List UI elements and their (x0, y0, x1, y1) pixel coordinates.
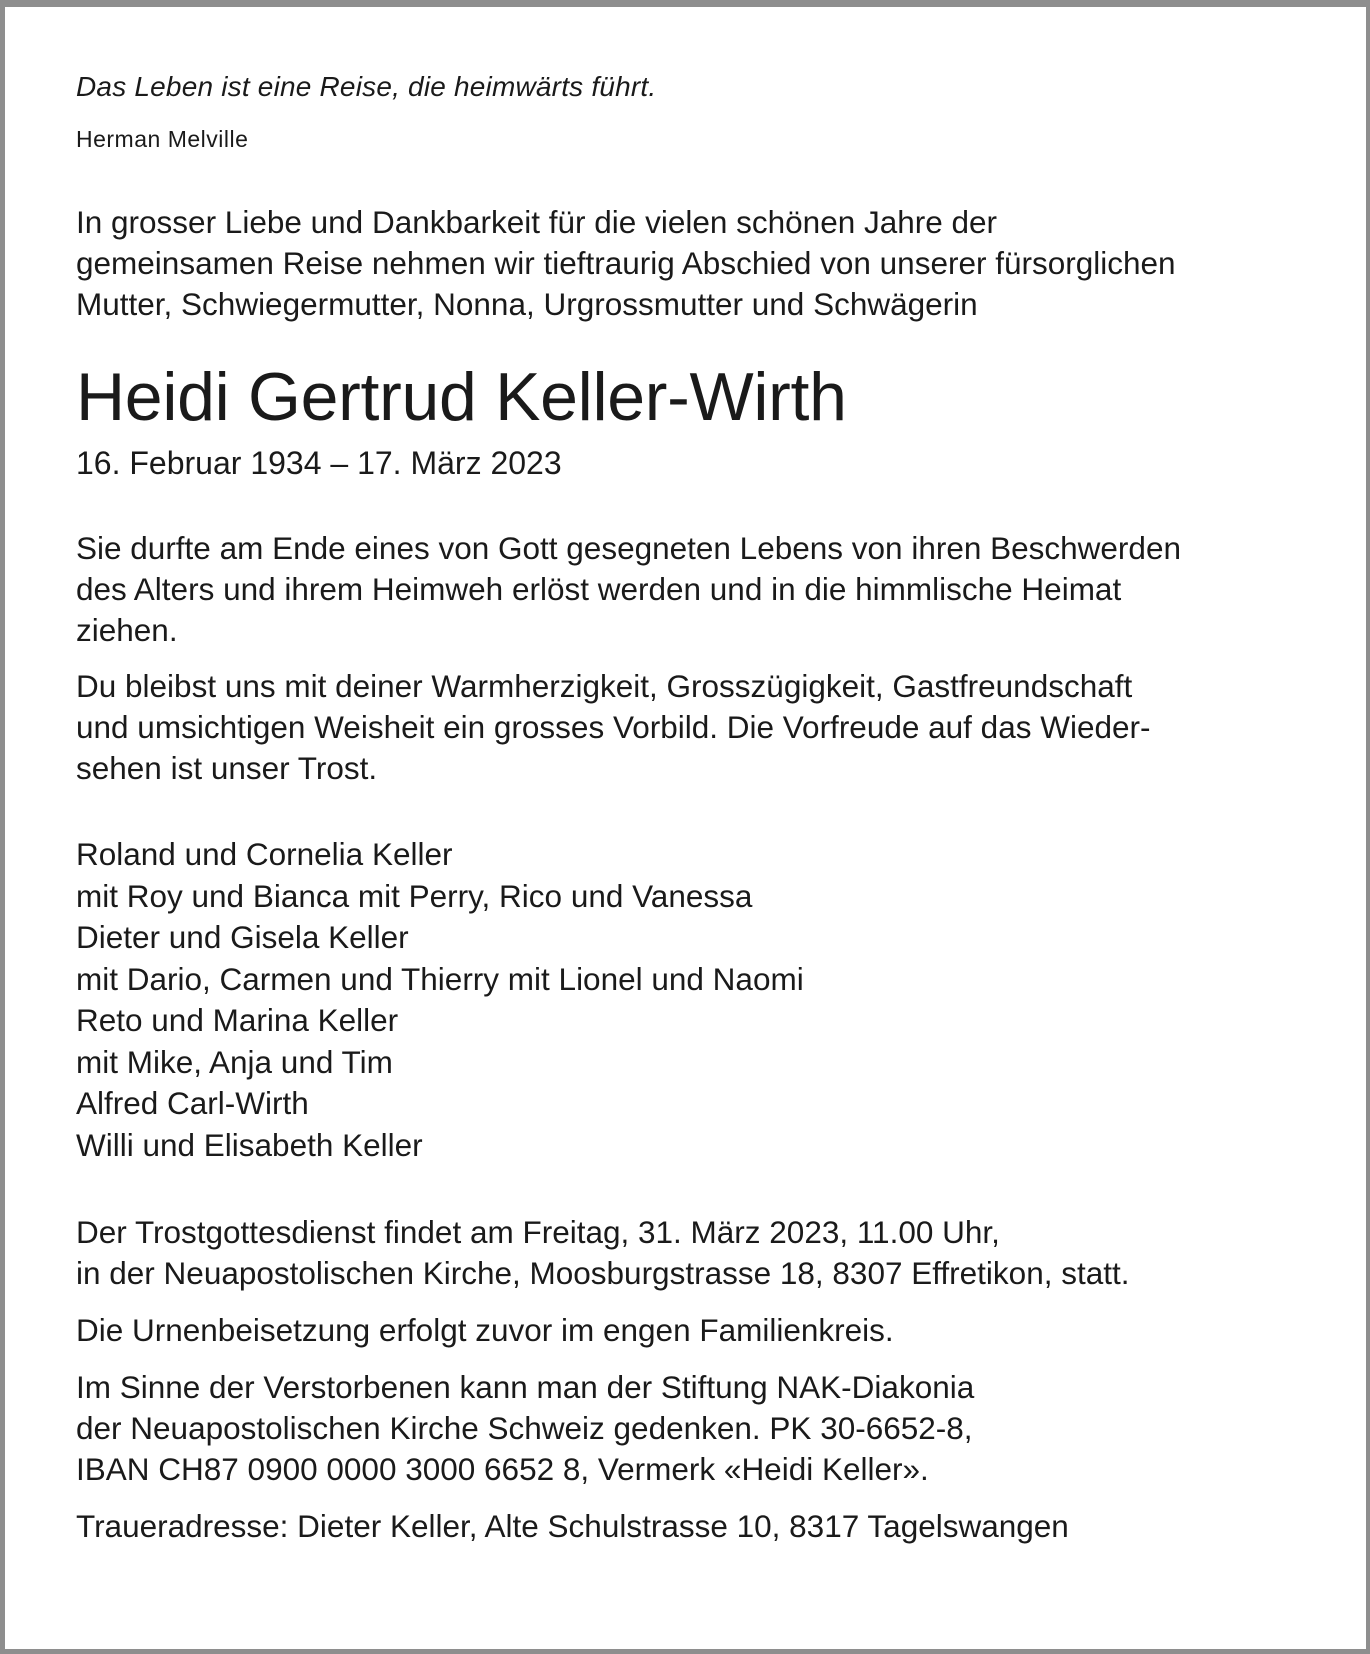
address-line: Traueradresse: Dieter Keller, Alte Schulstrasse 10, 8317 Tagelswangen (76, 1508, 1069, 1544)
donation-line: IBAN CH87 0900 0000 3000 6652 8, Vermerk «Heidi Keller». (76, 1451, 929, 1487)
paragraph-line: des Alters und ihrem Heimweh erlöst werden und in die himmlische Heimat (76, 571, 1122, 607)
family-member: Willi und Elisabeth Keller (76, 1126, 423, 1163)
paragraph-line: Du bleibst uns mit deiner Warmherzigkeit, Grosszügigkeit, Gastfreundschaft (76, 668, 1133, 704)
intro-line: Mutter, Schwiegermutter, Nonna, Urgrossmutter und Schwägerin (76, 286, 978, 322)
paragraph-line: Sie durfte am Ende eines von Gott gesegneten Lebens von ihren Beschwerden (76, 530, 1181, 566)
urn-line: Die Urnenbeisetzung erfolgt zuvor im engen Familienkreis. (76, 1312, 894, 1348)
mourning-address (76, 1506, 1336, 1547)
family-list (76, 834, 1336, 1166)
obituary-content (76, 69, 1336, 1547)
donation-line: Im Sinne der Verstorbenen kann man der Stiftung NAK-Diakonia (76, 1369, 975, 1405)
deceased-name: Heidi Gertrud Keller-Wirth (76, 359, 847, 435)
family-member: mit Mike, Anja und Tim (76, 1043, 393, 1080)
intro-text (76, 202, 1336, 325)
service-info (76, 1212, 1336, 1294)
donation-info (76, 1367, 1336, 1490)
urn-info (76, 1310, 1336, 1351)
intro-line: gemeinsamen Reise nehmen wir tieftraurig Abschied von unserer fürsorglichen (76, 245, 1176, 281)
family-member: mit Roy und Bianca mit Perry, Rico und Vanessa (76, 877, 753, 914)
paragraph-line: ziehen. (76, 612, 178, 648)
motto-author: Herman Melville (76, 126, 249, 152)
service-line: in der Neuapostolischen Kirche, Moosburgstrasse 18, 8307 Effretikon, statt. (76, 1255, 1130, 1291)
service-line: Der Trostgottesdienst findet am Freitag, 31. März 2023, 11.00 Uhr, (76, 1214, 1000, 1250)
family-member: Alfred Carl-Wirth (76, 1085, 309, 1121)
family-member: Reto und Marina Keller (76, 1002, 399, 1038)
paragraph-line: sehen ist unser Trost. (76, 750, 378, 786)
family-member: Dieter und Gisela Keller (76, 919, 409, 955)
donation-line: der Neuapostolischen Kirche Schweiz gedenken. PK 30-6652-8, (76, 1410, 973, 1446)
family-member: Roland und Cornelia Keller (76, 836, 453, 872)
intro-line: In grosser Liebe und Dankbarkeit für die vielen schönen Jahre der (76, 204, 998, 240)
life-dates: 16. Februar 1934 – 17. März 2023 (76, 445, 562, 481)
motto-quote: Das Leben ist eine Reise, die heimwärts führt. (76, 71, 657, 102)
farewell-paragraph (76, 528, 1336, 651)
paragraph-line: und umsichtigen Weisheit ein grosses Vorbild. Die Vorfreude auf das Wieder- (76, 709, 1151, 745)
family-member: mit Dario, Carmen und Thierry mit Lionel und Naomi (76, 960, 804, 997)
tribute-paragraph (76, 666, 1336, 789)
